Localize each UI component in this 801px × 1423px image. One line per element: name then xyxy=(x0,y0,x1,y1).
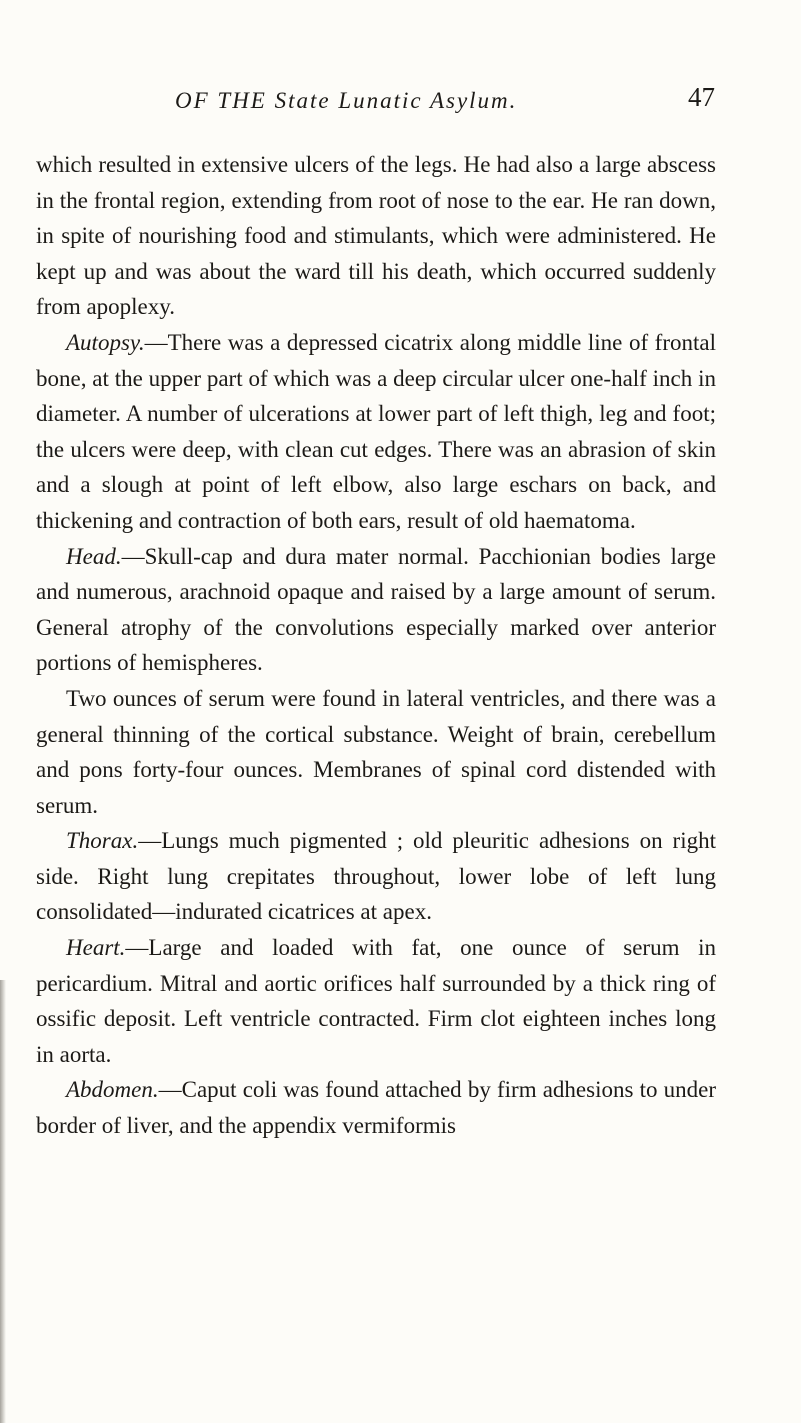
section-heading-abdomen: Abdomen. xyxy=(66,1077,159,1103)
paragraph-text: —Lungs much pigmented ; old pleuritic adhesions on right side. Right lung crepitates throughout, lower lobe of left lung consolidated—indurated cicatrices at apex. xyxy=(36,828,716,925)
paragraph-heart xyxy=(36,930,716,1072)
binding-gutter-shadow xyxy=(0,980,6,1423)
paragraph-abdomen xyxy=(36,1072,716,1143)
paragraph-ventricles xyxy=(36,681,716,823)
paragraph-thorax xyxy=(36,823,716,930)
page-number: 47 xyxy=(688,82,715,112)
paragraph-text: —Caput coli was found attached by firm adhesions to under border of liver, and the appendix vermiformis xyxy=(36,1077,716,1139)
paragraph-text: —Large and loaded with fat, one ounce of serum in pericardium. Mitral and aortic orifices half surrounded by a thick ring of ossific deposit. Left ventricle contracted. Firm clot eighteen inches long in aorta. xyxy=(36,935,716,1067)
section-heading-head: Head. xyxy=(66,543,122,569)
section-heading-autopsy: Autopsy. xyxy=(66,329,145,355)
paragraph-text: which resulted in extensive ulcers of the legs. He had also a large abscess in the frontal region, extending from root of nose to the ear. He ran down, in spite of nourishing food and stimulants, which were administered. He kept up and was about the ward till his death, which occurred suddenly from apoplexy. xyxy=(36,152,716,320)
paragraph-text: —There was a depressed cicatrix along middle line of frontal bone, at the upper part of which was a deep circular ulcer one-half inch in diameter. A number of ulcerations at lower part of left thigh, leg and foot; the ulcers were deep, with clean cut edges. There was an abrasion of skin and a slough at point of left elbow, also large eschars on back, and thickening and contraction of both ears, result of old haematoma. xyxy=(36,329,716,533)
paragraph-text: Two ounces of serum were found in lateral ventricles, and there was a general thinning of the cortical substance. Weight of brain, cerebellum and pons forty-four ounces. Membranes of spinal cord distended with serum. xyxy=(36,685,716,818)
running-title: OF THE State Lunatic Asylum. xyxy=(175,88,518,113)
section-heading-thorax: Thorax. xyxy=(66,828,139,854)
body-text xyxy=(36,147,716,1144)
paragraph-case-history xyxy=(36,147,716,325)
paragraph-autopsy xyxy=(36,325,716,539)
paragraph-head xyxy=(36,539,716,681)
section-heading-heart: Heart. xyxy=(66,935,126,961)
paragraph-text: —Skull-cap and dura mater normal. Pacchionian bodies large and numerous, arachnoid opaque and raised by a large amount of serum. General atrophy of the convolutions especially marked over anterior portions of hemispheres. xyxy=(36,543,716,676)
running-header xyxy=(175,82,715,122)
